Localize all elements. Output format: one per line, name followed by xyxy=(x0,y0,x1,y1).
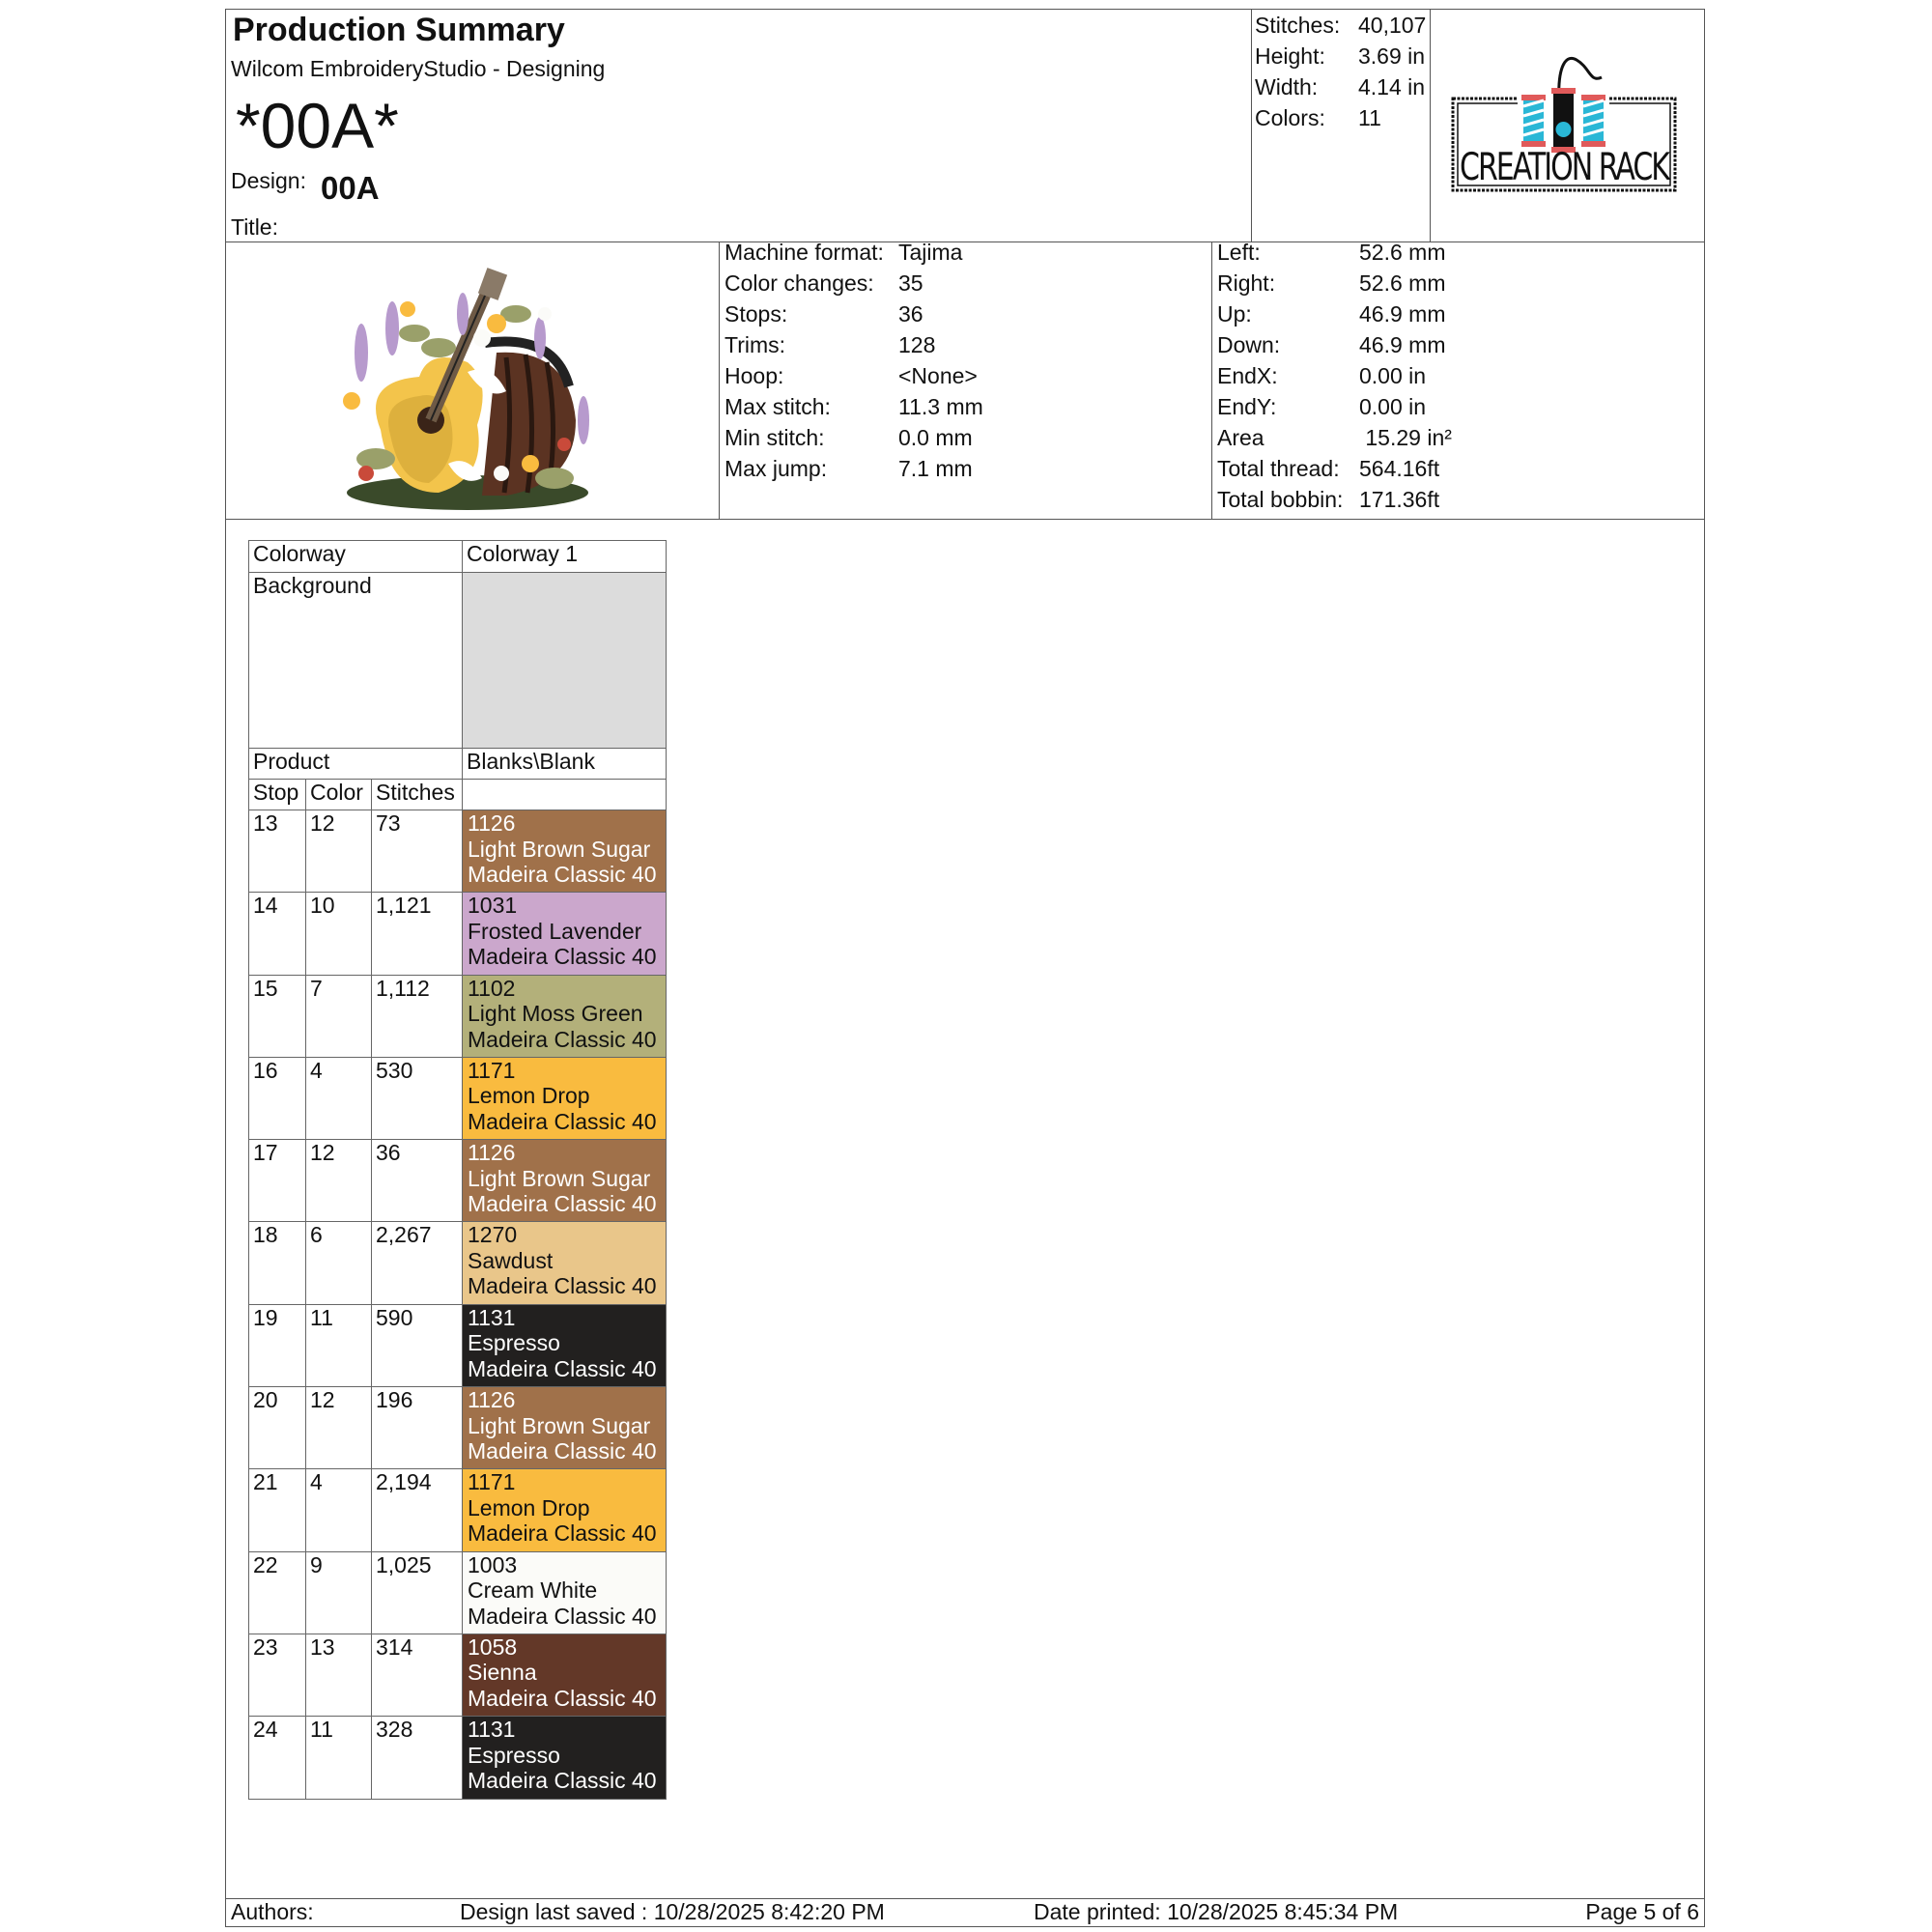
dimension-value: 46.9 mm xyxy=(1359,301,1446,327)
colorway-value: Colorway 1 xyxy=(463,541,667,573)
machine-label: Stops: xyxy=(724,301,788,327)
thread-color: 12 xyxy=(306,810,372,893)
thread-stitches: 530 xyxy=(372,1057,463,1139)
dimension-value: 46.9 mm xyxy=(1359,332,1446,357)
machine-value: 7.1 mm xyxy=(898,456,973,481)
thread-stop: 22 xyxy=(249,1551,306,1634)
creation-rack-logo xyxy=(1445,44,1682,209)
header-divider-2 xyxy=(1430,10,1431,242)
thread-color: 11 xyxy=(306,1717,372,1799)
thread-stitches: 73 xyxy=(372,810,463,893)
machine-value: Tajima xyxy=(898,240,963,265)
col-stop-header: Stop xyxy=(249,780,306,810)
thread-swatch xyxy=(463,1717,667,1799)
thread-row xyxy=(249,1717,667,1799)
thread-swatch xyxy=(463,1057,667,1139)
machine-value: 128 xyxy=(898,332,936,357)
machine-label: Max stitch: xyxy=(724,394,831,419)
thread-row xyxy=(249,1551,667,1634)
thread-row xyxy=(249,1634,667,1716)
background-label: Background xyxy=(249,573,463,749)
machine-label: Hoop: xyxy=(724,363,784,388)
footer-page: Page 5 of 6 xyxy=(1585,1899,1699,1924)
machine-label: Min stitch: xyxy=(724,425,825,450)
thread-brand: Madeira Classic 40 xyxy=(468,1273,657,1299)
info-divider-1 xyxy=(719,242,720,519)
thread-row xyxy=(249,1057,667,1139)
thread-swatch xyxy=(463,1551,667,1634)
thread-stop: 20 xyxy=(249,1387,306,1469)
design-value: 00A xyxy=(321,170,380,206)
thread-brand: Madeira Classic 40 xyxy=(468,862,657,887)
stat-label: Colors: xyxy=(1255,105,1325,130)
thread-row xyxy=(249,975,667,1057)
thread-swatch xyxy=(463,1140,667,1222)
dimension-value: 171.36ft xyxy=(1359,487,1440,512)
logo-text: CREATION RACK xyxy=(1460,145,1668,190)
col-stitches-header: Stitches xyxy=(372,780,463,810)
machine-value: 0.0 mm xyxy=(898,425,973,450)
footer-saved: Design last saved : 10/28/2025 8:42:20 PM xyxy=(460,1899,885,1924)
stat-value: 3.69 in xyxy=(1358,43,1426,69)
thread-brand: Madeira Classic 40 xyxy=(468,944,657,970)
col-thread-header xyxy=(463,780,667,810)
thread-code: 1102 xyxy=(468,975,516,1001)
thread-code: 1058 xyxy=(468,1634,518,1660)
thread-name: Espresso xyxy=(468,1330,560,1356)
thread-swatch xyxy=(463,1304,667,1386)
thread-code: 1171 xyxy=(468,1469,516,1495)
thread-code: 1003 xyxy=(468,1551,518,1577)
footer-rule xyxy=(226,1898,1704,1899)
thread-stitches: 1,112 xyxy=(372,975,463,1057)
title-label: Title: xyxy=(231,214,278,240)
thread-row xyxy=(249,810,667,893)
guitar-barrel-artwork-icon xyxy=(323,256,612,517)
thread-stitches: 314 xyxy=(372,1634,463,1716)
thread-brand: Madeira Classic 40 xyxy=(468,1355,657,1381)
stat-label: Stitches: xyxy=(1255,13,1341,38)
thread-swatch xyxy=(463,1387,667,1469)
thread-name: Light Moss Green xyxy=(468,1001,643,1027)
machine-value: 11.3 mm xyxy=(898,394,983,419)
thread-name: Espresso xyxy=(468,1742,560,1768)
thread-brand: Madeira Classic 40 xyxy=(468,1685,657,1711)
thread-row xyxy=(249,1304,667,1386)
dimension-label: Right: xyxy=(1217,270,1276,296)
footer-printed: Date printed: 10/28/2025 8:45:34 PM xyxy=(1034,1899,1399,1924)
footer-authors: Authors: xyxy=(231,1899,314,1924)
thread-row xyxy=(249,1222,667,1304)
machine-value: 36 xyxy=(898,301,923,327)
header-divider-1 xyxy=(1251,10,1252,242)
thread-stop: 16 xyxy=(249,1057,306,1139)
thread-name: Cream White xyxy=(468,1577,598,1604)
thread-stitches: 328 xyxy=(372,1717,463,1799)
thread-stop: 17 xyxy=(249,1140,306,1222)
thread-row xyxy=(249,1387,667,1469)
design-label: Design: xyxy=(231,168,306,193)
product-value: Blanks\Blank xyxy=(463,749,667,780)
background-swatch xyxy=(463,573,667,749)
thread-code: 1126 xyxy=(468,1140,516,1166)
thread-name: Sienna xyxy=(468,1660,537,1686)
thread-color: 7 xyxy=(306,975,372,1057)
thread-stop: 24 xyxy=(249,1717,306,1799)
machine-label: Color changes: xyxy=(724,270,874,296)
thread-swatch xyxy=(463,975,667,1057)
thread-name: Lemon Drop xyxy=(468,1494,590,1520)
thread-color: 11 xyxy=(306,1304,372,1386)
thread-row xyxy=(249,1140,667,1222)
thread-name: Light Brown Sugar xyxy=(468,1412,651,1438)
dimension-value: 0.00 in xyxy=(1359,363,1427,388)
thread-name: Sawdust xyxy=(468,1247,554,1273)
colorway-label: Colorway xyxy=(249,541,463,573)
stat-value: 4.14 in xyxy=(1358,74,1426,99)
thread-stitches: 196 xyxy=(372,1387,463,1469)
design-big-name: *00A* xyxy=(236,90,399,161)
thread-code: 1171 xyxy=(468,1057,516,1083)
info-bottom-rule xyxy=(226,519,1704,520)
thread-stitches: 1,025 xyxy=(372,1551,463,1634)
col-color-header: Color xyxy=(306,780,372,810)
colorway-table xyxy=(248,540,667,1800)
thread-code: 1126 xyxy=(468,810,516,836)
thread-code: 1031 xyxy=(468,893,518,919)
dimension-label: Up: xyxy=(1217,301,1252,327)
thread-brand: Madeira Classic 40 xyxy=(468,1603,657,1629)
dimension-value: 52.6 mm xyxy=(1359,240,1446,265)
info-divider-2 xyxy=(1211,242,1212,519)
thread-code: 1131 xyxy=(468,1717,516,1743)
thread-stop: 18 xyxy=(249,1222,306,1304)
dimension-label: EndX: xyxy=(1217,363,1278,388)
thread-brand: Madeira Classic 40 xyxy=(468,1191,657,1217)
thread-stitches: 1,121 xyxy=(372,893,463,975)
thread-stop: 15 xyxy=(249,975,306,1057)
thread-code: 1126 xyxy=(468,1387,516,1413)
machine-value: 35 xyxy=(898,270,923,296)
thread-stitches: 2,267 xyxy=(372,1222,463,1304)
dimension-label: Total bobbin: xyxy=(1217,487,1344,512)
dimension-value: 564.16ft xyxy=(1359,456,1440,481)
thread-swatch xyxy=(463,1634,667,1716)
dimension-label: EndY: xyxy=(1217,394,1277,419)
thread-brand: Madeira Classic 40 xyxy=(468,1768,657,1794)
stat-value: 40,107 xyxy=(1358,13,1427,38)
thread-stop: 21 xyxy=(249,1469,306,1551)
dimension-label: Left: xyxy=(1217,240,1261,265)
thread-color: 12 xyxy=(306,1387,372,1469)
design-preview xyxy=(323,256,612,517)
thread-row xyxy=(249,893,667,975)
thread-name: Lemon Drop xyxy=(468,1083,590,1109)
dimension-label: Total thread: xyxy=(1217,456,1340,481)
dimension-value: 15.29 in² xyxy=(1359,425,1452,450)
thread-brand: Madeira Classic 40 xyxy=(468,1520,657,1547)
stat-label: Height: xyxy=(1255,43,1325,69)
thread-color: 13 xyxy=(306,1634,372,1716)
thread-name: Frosted Lavender xyxy=(468,918,642,944)
machine-label: Trims: xyxy=(724,332,786,357)
dimension-label: Area xyxy=(1217,425,1264,450)
thread-stop: 19 xyxy=(249,1304,306,1386)
thread-rows xyxy=(249,810,667,1800)
dimension-label: Down: xyxy=(1217,332,1281,357)
thread-color: 12 xyxy=(306,1140,372,1222)
thread-stitches: 2,194 xyxy=(372,1469,463,1551)
thread-stitches: 36 xyxy=(372,1140,463,1222)
thread-stop: 13 xyxy=(249,810,306,893)
stat-value: 11 xyxy=(1358,105,1381,130)
thread-name: Light Brown Sugar xyxy=(468,1165,651,1191)
thread-code: 1270 xyxy=(468,1222,518,1248)
thread-color: 9 xyxy=(306,1551,372,1634)
thread-code: 1131 xyxy=(468,1304,516,1330)
thread-brand: Madeira Classic 40 xyxy=(468,1108,657,1134)
machine-label: Max jump: xyxy=(724,456,828,481)
machine-label: Machine format: xyxy=(724,240,884,265)
thread-color: 6 xyxy=(306,1222,372,1304)
thread-brand: Madeira Classic 40 xyxy=(468,1026,657,1052)
page-title: Production Summary xyxy=(233,12,565,48)
thread-stop: 14 xyxy=(249,893,306,975)
production-summary-page xyxy=(225,9,1705,1927)
machine-value: <None> xyxy=(898,363,978,388)
stat-label: Width: xyxy=(1255,74,1319,99)
product-label: Product xyxy=(249,749,463,780)
app-subtitle: Wilcom EmbroideryStudio - Designing xyxy=(231,56,606,81)
dimension-value: 52.6 mm xyxy=(1359,270,1446,296)
thread-stop: 23 xyxy=(249,1634,306,1716)
thread-color: 10 xyxy=(306,893,372,975)
thread-swatch xyxy=(463,893,667,975)
thread-color: 4 xyxy=(306,1469,372,1551)
thread-swatch xyxy=(463,810,667,893)
thread-name: Light Brown Sugar xyxy=(468,836,651,862)
thread-swatch xyxy=(463,1222,667,1304)
thread-row xyxy=(249,1469,667,1551)
thread-swatch xyxy=(463,1469,667,1551)
thread-color: 4 xyxy=(306,1057,372,1139)
thread-brand: Madeira Classic 40 xyxy=(468,1438,657,1464)
dimension-value: 0.00 in xyxy=(1359,394,1427,419)
thread-stitches: 590 xyxy=(372,1304,463,1386)
